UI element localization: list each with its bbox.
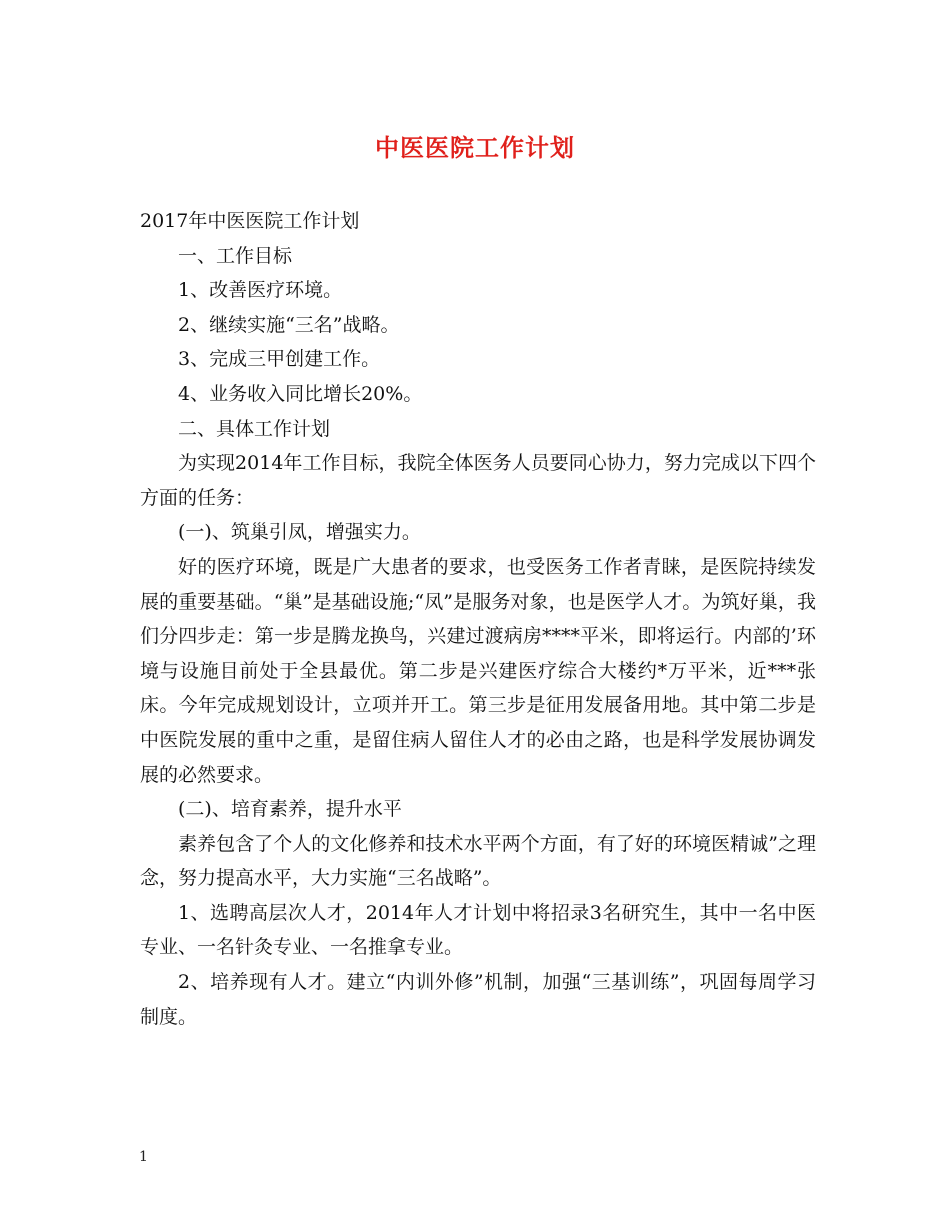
paragraph: 1、选聘高层次人才，2014年人才计划中将招录3名研究生，其中一名中医专业、一名针灸专业、一名推拿专业。 — [140, 901, 816, 959]
paragraph: 为实现2014年工作目标，我院全体医务人员要同心协力，努力完成以下四个方面的任务： — [140, 452, 816, 509]
paragraph: 素养包含了个人的文化修养和技术水平两个方面，有了好的环境医精诚”之理念，努力提高水平，大力实施“三名战略”。 — [140, 832, 816, 890]
paragraph: 一、工作目标 — [178, 244, 293, 267]
page-number: 1 — [139, 1149, 148, 1165]
paragraph: 2、培养现有人才。建立“内训外修”机制，加强“三基训练”，巩固每周学习制度。 — [140, 971, 816, 1028]
paragraph: 好的医疗环境，既是广大患者的要求，也受医务工作者青睐，是医院持续发展的重要基础。“巢”是基础设施;“凤”是服务对象，也是医学人才。为筑好巢，我们分四步走：第一步是腾龙换鸟，兴建过渡病房****平米，即将运行。内部的’环境与设施目前处于全县最优。第二步是兴建医疗综合大楼约*万平米，近***张床。今年完成规划设计，立项并开工。第三步是征用发展备用地。其中第二步是中医院发展的重中之重，是留住病人留住人才的必由之路，也是科学发展协调发展的必然要求。 — [140, 555, 816, 786]
paragraph: 2、继续实施“三名”战略。 — [178, 313, 400, 336]
paragraph: (二)、培育素养，提升水平 — [178, 798, 402, 821]
paragraph: 3、完成三甲创建工作。 — [178, 348, 381, 371]
document-body — [140, 204, 816, 1034]
paragraph: (一)、筑巢引凤，增强实力。 — [178, 521, 421, 544]
paragraph: 1、改善医疗环境。 — [178, 279, 343, 302]
paragraph: 二、具体工作计划 — [178, 417, 331, 440]
paragraph: 4、业务收入同比增长20%。 — [178, 382, 423, 405]
paragraph: 2017年中医医院工作计划 — [140, 210, 360, 232]
document-title: 中医医院工作计划 — [375, 133, 575, 162]
